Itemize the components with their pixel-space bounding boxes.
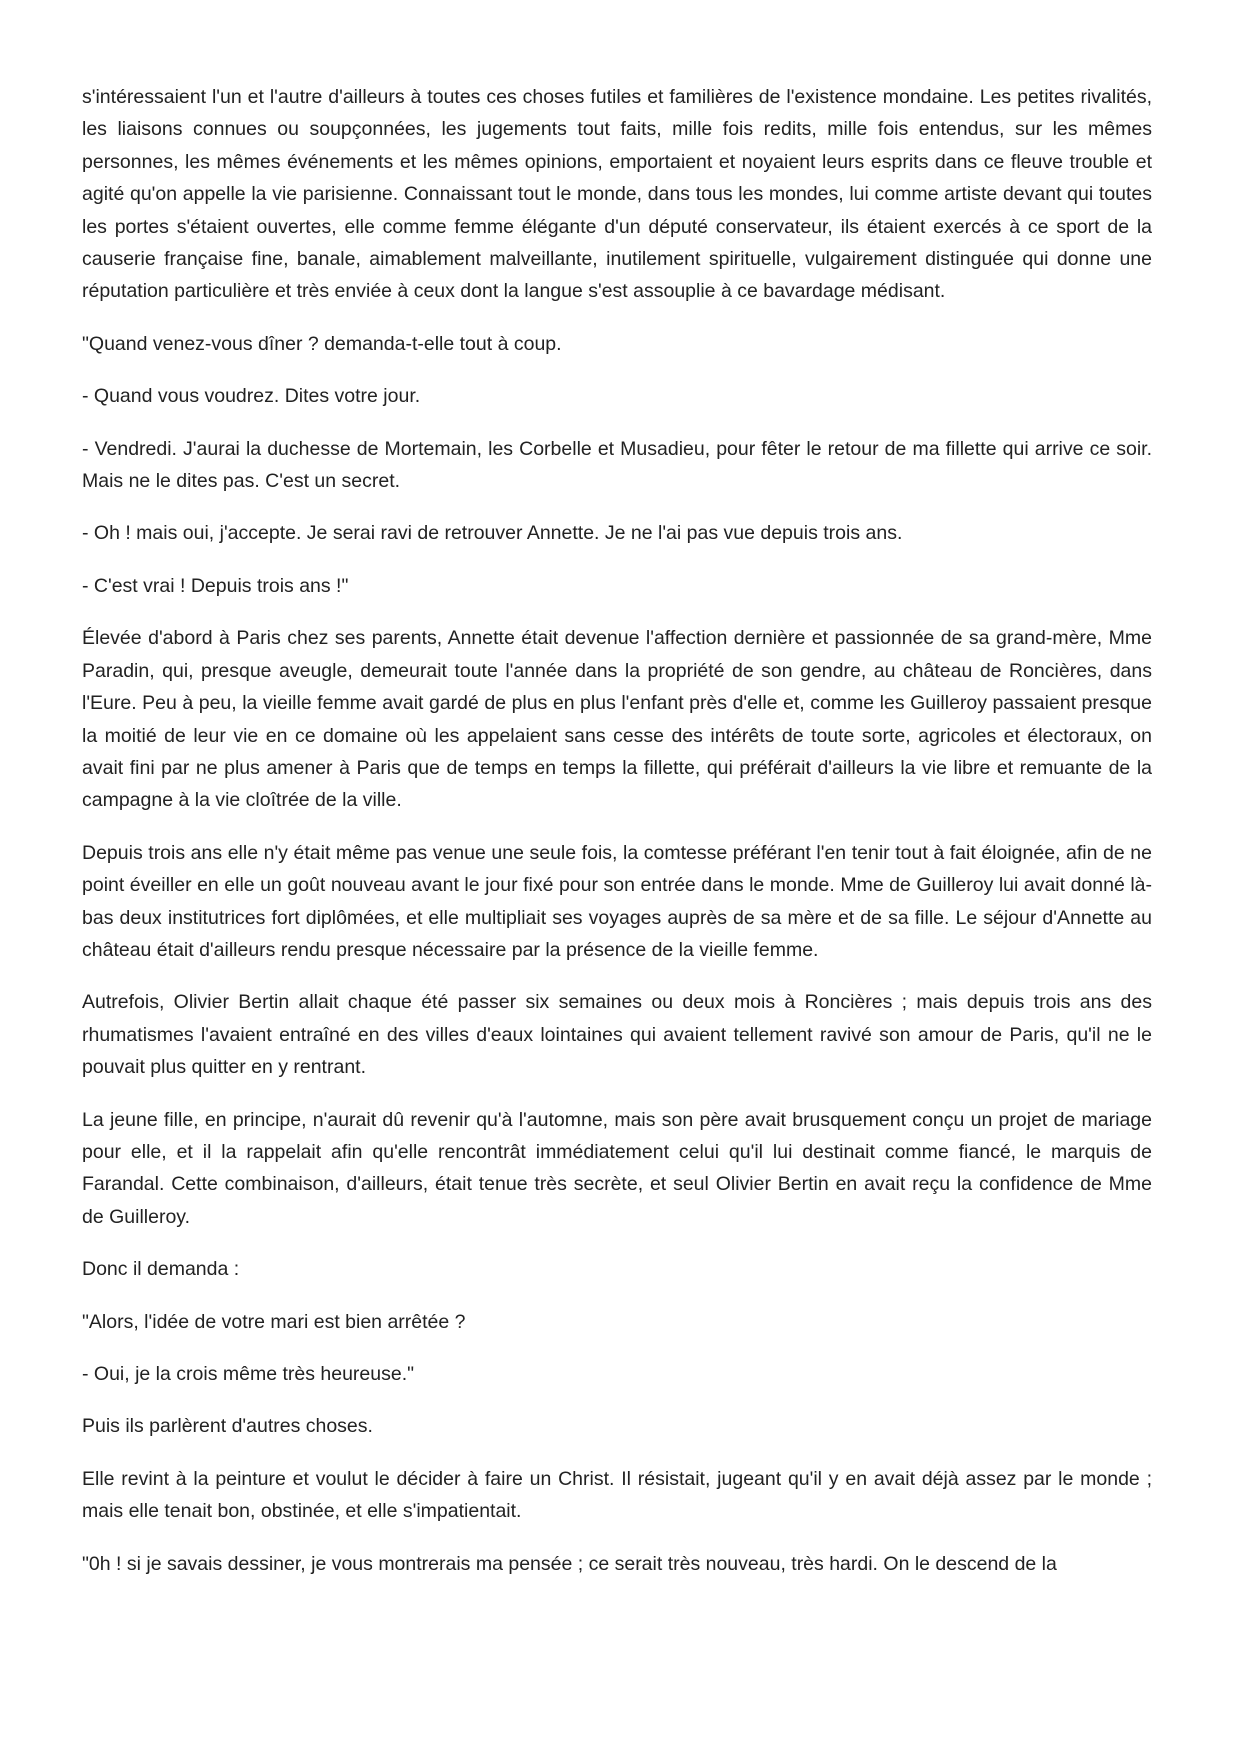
paragraph-10: La jeune fille, en principe, n'aurait dû revenir qu'à l'automne, mais son père avait brusquement conçu un projet de mariage pour elle, et il la rappelait afin qu'elle rencontrât immédiatement celui qu'il lui destinait comme fiancé, le marquis de Farandal. Cette combinaison, d'ailleurs, était tenue très secrète, et seul Olivier Bertin en avait reçu la confidence de Mme de Guilleroy.	[82, 1108, 1152, 1228]
paragraph-7: Élevée d'abord à Paris chez ses parents, Annette était devenue l'affection dernière et passionnée de sa grand-mère, Mme Paradin, qui, presque aveugle, demeurait toute l'année dans la propriété de son gendre, au château de Roncières, dans l'Eure. Peu à peu, la vieille femme avait gardé de plus en plus l'enfant près d'elle et, comme les Guilleroy passaient presque la moitié de leur vie en ce domaine où les appelaient sans cesse des intérêts de toute sorte, agricoles et électoraux, on avait fini par ne plus amener à Paris que de temps en temps la fillette, qui préférait d'ailleurs la vie libre et remuante de la campagne à la vie cloîtrée de la ville.	[82, 627, 1152, 812]
paragraph-11: Donc il demanda :	[82, 1258, 240, 1281]
paragraph-2: "Quand venez-vous dîner ? demanda-t-elle tout à coup.	[82, 332, 562, 355]
paragraph-12: "Alors, l'idée de votre mari est bien arrêtée ?	[82, 1310, 466, 1333]
paragraph-6: - C'est vrai ! Depuis trois ans !"	[82, 574, 349, 597]
paragraph-3: - Quand vous voudrez. Dites votre jour.	[82, 385, 421, 408]
paragraph-14: Puis ils parlèrent d'autres choses.	[82, 1415, 373, 1438]
paragraph-4: - Vendredi. J'aurai la duchesse de Mortemain, les Corbelle et Musadieu, pour fêter le retour de ma fillette qui arrive ce soir. Mais ne le dites pas. C'est un secret.	[82, 437, 1152, 493]
paragraph-8: Depuis trois ans elle n'y était même pas venue une seule fois, la comtesse préférant l'en tenir tout à fait éloignée, afin de ne point éveiller en elle un goût nouveau avant le jour fixé pour son entrée dans le monde. Mme de Guilleroy lui avait donné là-bas deux institutrices fort diplômées, et elle multipliait ses voyages auprès de sa mère et de sa fille. Le séjour d'Annette au château était d'ailleurs rendu presque nécessaire par la présence de la vieille femme.	[82, 841, 1152, 961]
paragraph-13: - Oui, je la crois même très heureuse."	[82, 1363, 415, 1385]
paragraph-16: "0h ! si je savais dessiner, je vous montrerais ma pensée ; ce serait très nouveau, très hardi. On le descend de la	[82, 1552, 1057, 1575]
paragraph-15: Elle revint à la peinture et voulut le décider à faire un Christ. Il résistait, jugeant qu'il y en avait déjà assez par le monde ; mais elle tenait bon, obstinée, et elle s'impatientait.	[82, 1467, 1152, 1523]
paragraph-9: Autrefois, Olivier Bertin allait chaque été passer six semaines ou deux mois à Roncières ; mais depuis trois ans des rhumatismes l'avaient entraîné en des villes d'eaux lointaines qui avaient tellement ravivé son amour de Paris, qu'il ne le pouvait plus quitter en y rentrant.	[82, 991, 1152, 1079]
paragraph-5: - Oh ! mais oui, j'accepte. Je serai ravi de retrouver Annette. Je ne l'ai pas vue depuis trois ans.	[82, 522, 903, 545]
paragraph-1: s'intéressaient l'un et l'autre d'ailleurs à toutes ces choses futiles et familières de l'existence mondaine. Les petites rivalités, les liaisons connues ou soupçonnées, les jugements tout faits, mille fois redits, mille fois entendus, sur les mêmes personnes, les mêmes événements et les mêmes opinions, emportaient et noyaient leurs esprits dans ce fleuve trouble et agité qu'on appelle la vie parisienne. Connaissant tout le monde, dans tous les mondes, lui comme artiste devant qui toutes les portes s'étaient ouvertes, elle comme femme élégante d'un député conservateur, ils étaient exercés à ce sport de la causerie française fine, banale, aimablement malveillante, inutilement spirituelle, vulgairement distinguée qui donne une réputation particulière et très enviée à ceux dont la langue s'est assouplie à ce bavardage médisant.	[82, 86, 1152, 303]
